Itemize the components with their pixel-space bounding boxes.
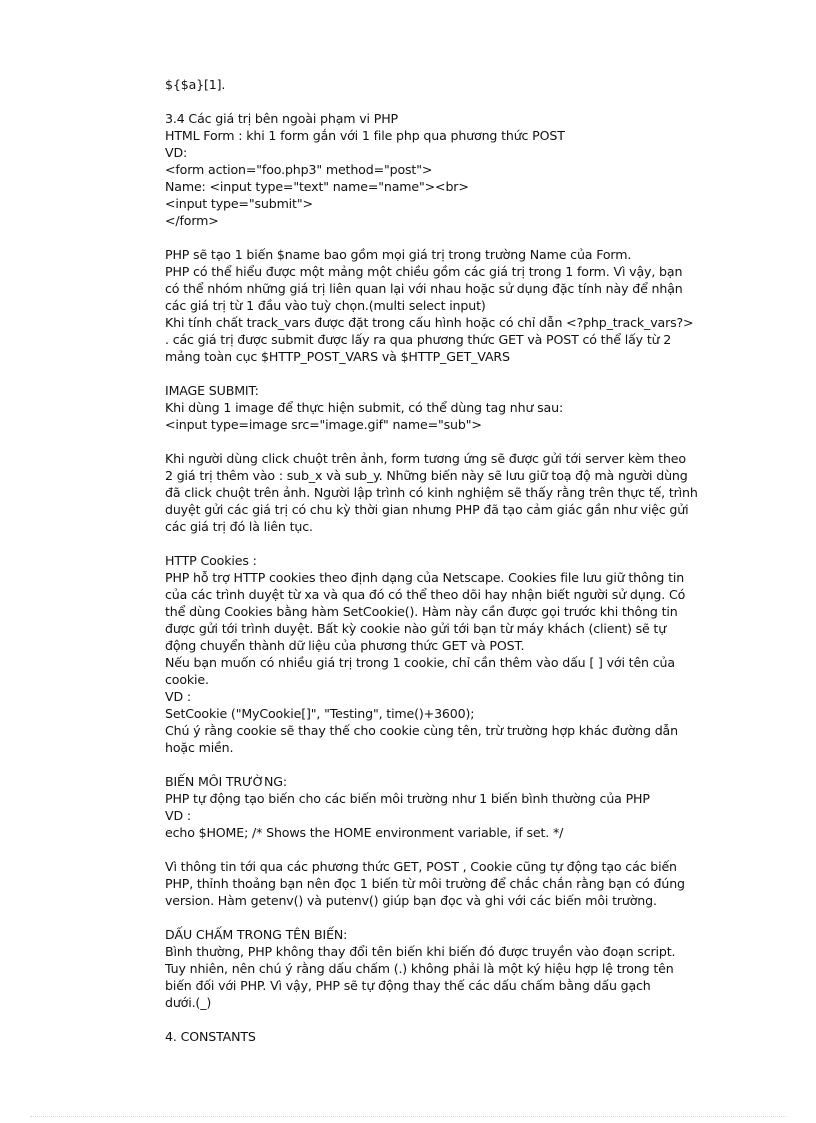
text-line: ${$a}[1]. (165, 77, 226, 92)
text-line: Vì thông tin tới qua các phương thức GET, POST , Cookie cũng tự động tạo các biến (165, 859, 677, 874)
paragraph-gap (165, 1011, 725, 1028)
text-line: IMAGE SUBMIT: (165, 383, 259, 398)
text-line: DẤU CHẤM TRONG TÊN BIẾN: (165, 927, 348, 942)
text-line: PHP hỗ trợ HTTP cookies theo định dạng của Netscape. Cookies file lưu giữ thông tin (165, 570, 685, 585)
text-line: các giá trị đó là liên tục. (165, 519, 313, 534)
text-line: HTML Form : khi 1 form gắn với 1 file php qua phương thức POST (165, 128, 565, 143)
text-line: mảng toàn cục $HTTP_POST_VARS và $HTTP_GET_VARS (165, 349, 510, 364)
text-line: BIẾN MÔI TRƯỜNG: (165, 774, 288, 789)
text-block (165, 1028, 725, 1045)
text-line: thể dùng Cookies bằng hàm SetCookie(). Hàm này cần được gọi trước khi thông tin (165, 604, 678, 619)
text-block (165, 773, 725, 841)
text-line: 2 giá trị thêm vào : sub_x và sub_y. Những biến này sẽ lưu giữ toạ độ mà người dùng (165, 468, 688, 483)
text-line: của các trình duyệt từ xa và qua đó có thể theo dõi hay nhận biết người sử dụng. Có (165, 587, 686, 602)
text-line: biến đối với PHP. Vì vậy, PHP sẽ tự động thay thế các dấu chấm bằng dấu gạch (165, 978, 651, 993)
text-line: VD : (165, 808, 191, 823)
text-line: Bình thường, PHP không thay đổi tên biến khi biến đó được truyền vào đoạn script. (165, 944, 676, 959)
text-line: version. Hàm getenv() và putenv() giúp bạn đọc và ghi với các biến môi trường. (165, 893, 657, 908)
paragraph-gap (165, 909, 725, 926)
paragraph-gap (165, 93, 725, 110)
text-line: 4. CONSTANTS (165, 1029, 256, 1044)
paragraph-gap (165, 365, 725, 382)
text-line: Khi tính chất track_vars được đặt trong cấu hình hoặc có chỉ dẫn <?php_track_vars?> (165, 315, 694, 330)
text-line: động chuyển thành dữ liệu của phương thức GET và POST. (165, 638, 525, 653)
text-line: có thể nhóm những giá trị liên quan lại với nhau hoặc sử dụng đặc tính này để nhận (165, 281, 683, 296)
text-line: <form action="foo.php3" method="post"> (165, 162, 433, 177)
text-line: </form> (165, 213, 219, 228)
text-line: Khi dùng 1 image để thực hiện submit, có thể dùng tag như sau: (165, 400, 564, 415)
text-line: SetCookie ("MyCookie[]", "Testing", time()+3600); (165, 706, 475, 721)
text-line: Tuy nhiên, nên chú ý rằng dấu chấm (.) không phải là một ký hiệu hợp lệ trong tên (165, 961, 674, 976)
text-block (165, 382, 725, 433)
text-line: cookie. (165, 672, 209, 687)
text-line: VD: (165, 145, 188, 160)
text-line: duyệt gửi các giá trị có chu kỳ thời gian nhưng PHP đã tạo cảm giác gần như việc gửi (165, 502, 689, 517)
paragraph-gap (165, 535, 725, 552)
text-block (165, 246, 725, 365)
text-line: 3.4 Các giá trị bên ngoài phạm vi PHP (165, 111, 398, 126)
text-line: Chú ý rằng cookie sẽ thay thế cho cookie cùng tên, trừ trường hợp khác đường dẫn (165, 723, 678, 738)
text-line: các giá trị từ 1 đầu vào tuỳ chọn.(multi select input) (165, 298, 486, 313)
text-line: được gửi tới trình duyệt. Bất kỳ cookie nào gửi tới bạn từ máy khách (client) sẽ tự (165, 621, 667, 636)
text-block (165, 858, 725, 909)
text-block (165, 110, 725, 229)
text-line: dưới.(_) (165, 995, 212, 1010)
text-line: <input type="submit"> (165, 196, 313, 211)
text-line: echo $HOME; /* Shows the HOME environment variable, if set. */ (165, 825, 564, 840)
text-line: PHP có thể hiểu được một mảng một chiều gồm các giá trị trong 1 form. Vì vậy, bạn (165, 264, 683, 279)
paragraph-gap (165, 433, 725, 450)
text-line: <input type=image src="image.gif" name="sub"> (165, 417, 482, 432)
paragraph-gap (165, 229, 725, 246)
text-line: . các giá trị được submit được lấy ra qua phương thức GET và POST có thể lấy từ 2 (165, 332, 672, 347)
text-line: PHP tự động tạo biến cho các biến môi trường như 1 biến bình thường của PHP (165, 791, 650, 806)
text-line: Name: <input type="text" name="name"><br> (165, 179, 469, 194)
paragraph-gap (165, 841, 725, 858)
text-line: PHP, thỉnh thoảng bạn nên đọc 1 biến từ môi trường để chắc chắn rằng bạn có đúng (165, 876, 685, 891)
paragraph-gap (165, 756, 725, 773)
page-bottom-divider (30, 1116, 786, 1117)
text-line: Nếu bạn muốn có nhiều giá trị trong 1 cookie, chỉ cần thêm vào dấu [ ] với tên của (165, 655, 675, 670)
text-block (165, 76, 725, 93)
text-line: PHP sẽ tạo 1 biến $name bao gồm mọi giá trị trong trường Name của Form. (165, 247, 632, 262)
text-line: Khi người dùng click chuột trên ảnh, form tương ứng sẽ được gửi tới server kèm theo (165, 451, 686, 466)
text-block (165, 450, 725, 535)
text-block (165, 552, 725, 756)
text-line: hoặc miền. (165, 740, 234, 755)
text-line: đã click chuột trên ảnh. Người lập trình có kinh nghiệm sẽ thấy rằng trên thực tế, trình (165, 485, 698, 500)
text-line: VD : (165, 689, 191, 704)
text-block (165, 926, 725, 1011)
document-body (165, 76, 725, 1045)
text-line: HTTP Cookies : (165, 553, 257, 568)
